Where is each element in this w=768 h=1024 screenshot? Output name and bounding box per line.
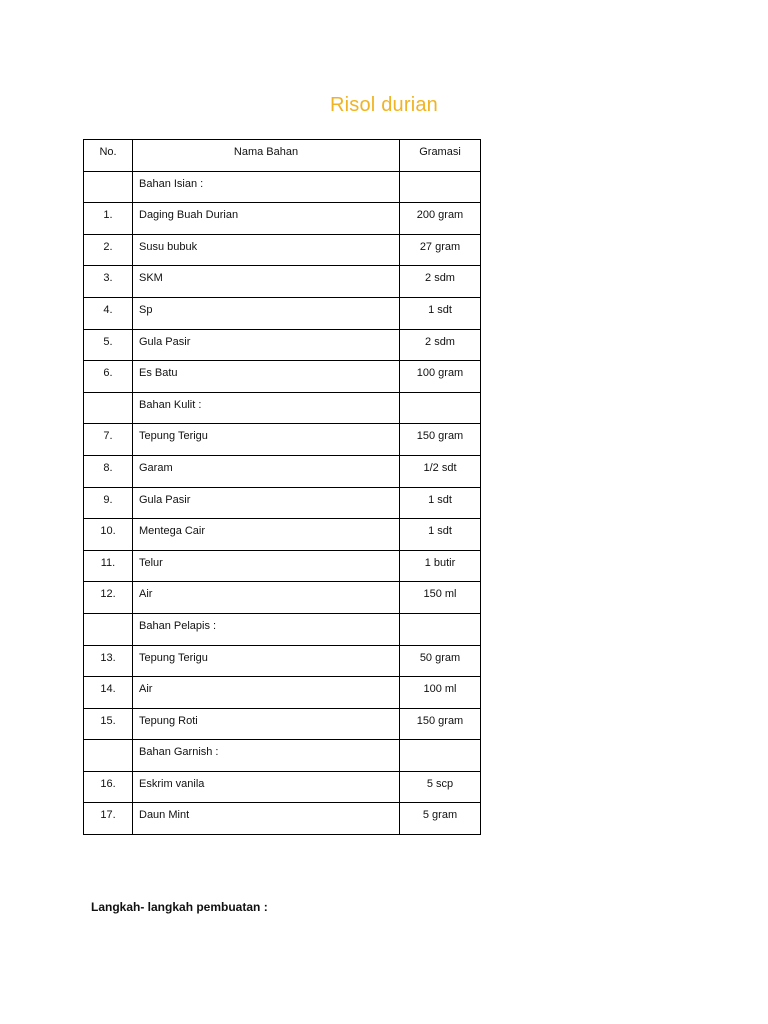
ingredient-amount-cell	[400, 740, 481, 772]
row-number-cell	[84, 645, 133, 677]
row-number-cell	[84, 361, 133, 393]
ingredient-name-cell	[133, 297, 400, 329]
ingredient-name-cell	[133, 803, 400, 835]
row-number: 7.	[103, 430, 113, 443]
ingredient-name: Gula Pasir	[139, 493, 191, 506]
ingredient-name: Bahan Kulit :	[139, 398, 202, 411]
ingredient-amount-cell	[400, 677, 481, 709]
header-nama-bahan: Nama Bahan	[133, 140, 400, 172]
row-number	[84, 614, 132, 620]
row-number-cell	[84, 708, 133, 740]
ingredient-name-cell	[133, 613, 400, 645]
table-row	[84, 266, 481, 298]
ingredient-amount: 1 sdt	[428, 525, 452, 538]
row-number: 16.	[100, 777, 116, 790]
ingredient-name: Eskrim vanila	[139, 777, 205, 790]
header-gramasi: Gramasi	[400, 140, 481, 172]
ingredient-amount: 27 gram	[419, 240, 461, 253]
row-number: 9.	[103, 493, 113, 506]
row-number-cell	[84, 203, 133, 235]
row-number: 6.	[103, 367, 113, 380]
row-number-cell	[84, 582, 133, 614]
ingredient-amount-cell	[400, 645, 481, 677]
ingredient-amount: 5 scp	[426, 777, 454, 790]
ingredient-name: SKM	[139, 272, 163, 285]
ingredient-amount: 150 ml	[423, 588, 457, 601]
ingredient-amount-cell	[400, 297, 481, 329]
table-row	[84, 361, 481, 393]
ingredient-name: Bahan Pelapis :	[139, 619, 217, 632]
ingredient-amount-cell	[400, 203, 481, 235]
row-number: 4.	[103, 303, 113, 316]
ingredient-name-cell	[133, 487, 400, 519]
row-number-cell	[84, 550, 133, 582]
ingredient-amount-cell	[400, 171, 481, 203]
row-number: 1.	[103, 209, 113, 222]
ingredient-name-cell	[133, 266, 400, 298]
ingredient-amount-cell	[400, 392, 481, 424]
row-number: 17.	[100, 809, 116, 822]
row-number-cell	[84, 803, 133, 835]
ingredient-amount-cell	[400, 234, 481, 266]
ingredient-name: Gula Pasir	[139, 335, 191, 348]
table-row	[84, 203, 481, 235]
row-number-cell	[84, 171, 133, 203]
row-number: 5.	[103, 335, 113, 348]
ingredient-name-cell	[133, 234, 400, 266]
ingredient-name: Air	[139, 588, 153, 601]
ingredient-amount-cell	[400, 771, 481, 803]
ingredient-name-cell	[133, 203, 400, 235]
ingredient-amount: 100 gram	[416, 367, 464, 380]
table-row	[84, 234, 481, 266]
table-row	[84, 677, 481, 709]
ingredient-name-cell	[133, 677, 400, 709]
ingredient-amount-cell	[400, 582, 481, 614]
ingredient-amount	[400, 393, 480, 399]
ingredient-amount: 2 sdm	[425, 272, 455, 285]
ingredient-name: Tepung Terigu	[139, 651, 208, 664]
ingredient-amount-cell	[400, 455, 481, 487]
table-header-row	[84, 140, 481, 172]
ingredient-name-cell	[133, 582, 400, 614]
row-number-cell	[84, 771, 133, 803]
table-row	[84, 329, 481, 361]
ingredient-amount-cell	[400, 487, 481, 519]
row-number: 15.	[100, 714, 116, 727]
row-number: 2.	[103, 240, 113, 253]
table-row	[84, 645, 481, 677]
ingredient-name-cell	[133, 645, 400, 677]
table-row	[84, 803, 481, 835]
steps-heading: Langkah- langkah pembuatan :	[91, 900, 268, 914]
ingredient-name: Tepung Roti	[139, 714, 198, 727]
ingredient-name: Bahan Garnish :	[139, 746, 219, 759]
ingredient-amount: 1 sdt	[428, 303, 452, 316]
table-body	[84, 171, 481, 834]
ingredient-amount	[400, 740, 480, 746]
ingredient-amount-cell	[400, 424, 481, 456]
ingredient-name: Garam	[139, 461, 173, 474]
ingredient-amount: 150 gram	[416, 430, 464, 443]
row-number: 14.	[100, 683, 116, 696]
ingredient-name-cell	[133, 361, 400, 393]
ingredient-amount: 1 sdt	[428, 493, 452, 506]
table-row	[84, 392, 481, 424]
ingredient-name: Sp	[139, 303, 153, 316]
ingredient-name-cell	[133, 329, 400, 361]
ingredient-name: Telur	[139, 556, 163, 569]
ingredient-amount-cell	[400, 613, 481, 645]
ingredient-amount: 150 gram	[416, 714, 464, 727]
table-row	[84, 613, 481, 645]
table-row	[84, 708, 481, 740]
row-number	[84, 172, 132, 178]
row-number: 12.	[100, 588, 116, 601]
header-no: No.	[84, 140, 133, 172]
row-number	[84, 740, 132, 746]
ingredient-amount-cell	[400, 329, 481, 361]
table-row	[84, 519, 481, 551]
ingredients-table	[83, 139, 481, 835]
table-row	[84, 771, 481, 803]
row-number-cell	[84, 740, 133, 772]
ingredient-amount-cell	[400, 266, 481, 298]
row-number-cell	[84, 424, 133, 456]
ingredient-amount: 1 butir	[424, 556, 456, 569]
row-number-cell	[84, 487, 133, 519]
row-number-cell	[84, 613, 133, 645]
row-number-cell	[84, 329, 133, 361]
row-number: 11.	[100, 556, 116, 569]
ingredient-amount-cell	[400, 708, 481, 740]
table-row	[84, 424, 481, 456]
table-row	[84, 582, 481, 614]
row-number-cell	[84, 455, 133, 487]
ingredient-name: Air	[139, 683, 153, 696]
ingredient-amount: 50 gram	[419, 651, 461, 664]
ingredient-name-cell	[133, 771, 400, 803]
row-number-cell	[84, 519, 133, 551]
table-row	[84, 487, 481, 519]
ingredient-name: Tepung Terigu	[139, 430, 208, 443]
ingredient-amount-cell	[400, 361, 481, 393]
ingredient-amount-cell	[400, 803, 481, 835]
ingredient-name: Susu bubuk	[139, 240, 198, 253]
row-number: 3.	[103, 272, 113, 285]
ingredient-amount	[400, 614, 480, 620]
ingredient-name: Mentega Cair	[139, 525, 206, 538]
ingredient-amount: 200 gram	[416, 209, 464, 222]
ingredient-amount: 2 sdm	[425, 335, 455, 348]
table-row	[84, 740, 481, 772]
ingredient-name-cell	[133, 519, 400, 551]
ingredient-amount-cell	[400, 550, 481, 582]
row-number-cell	[84, 266, 133, 298]
ingredient-amount: 1/2 sdt	[423, 461, 457, 474]
row-number-cell	[84, 392, 133, 424]
ingredient-name-cell	[133, 392, 400, 424]
ingredient-amount	[400, 172, 480, 178]
ingredient-name: Daging Buah Durian	[139, 209, 239, 222]
ingredient-amount-cell	[400, 519, 481, 551]
row-number	[84, 393, 132, 399]
ingredient-name: Daun Mint	[139, 809, 190, 822]
ingredient-name-cell	[133, 740, 400, 772]
ingredient-name-cell	[133, 424, 400, 456]
row-number-cell	[84, 234, 133, 266]
ingredient-name-cell	[133, 171, 400, 203]
row-number-cell	[84, 677, 133, 709]
row-number-cell	[84, 297, 133, 329]
ingredient-amount: 5 gram	[422, 809, 458, 822]
table-row	[84, 550, 481, 582]
row-number: 10.	[100, 525, 116, 538]
ingredient-name: Bahan Isian :	[139, 177, 204, 190]
table-row	[84, 455, 481, 487]
row-number: 8.	[103, 461, 113, 474]
table-row	[84, 171, 481, 203]
ingredient-amount: 100 ml	[423, 683, 457, 696]
table-row	[84, 297, 481, 329]
row-number: 13.	[100, 651, 116, 664]
ingredient-name-cell	[133, 455, 400, 487]
ingredient-name-cell	[133, 708, 400, 740]
ingredient-name-cell	[133, 550, 400, 582]
ingredient-name: Es Batu	[139, 367, 178, 380]
document-title: Risol durian	[329, 94, 438, 116]
